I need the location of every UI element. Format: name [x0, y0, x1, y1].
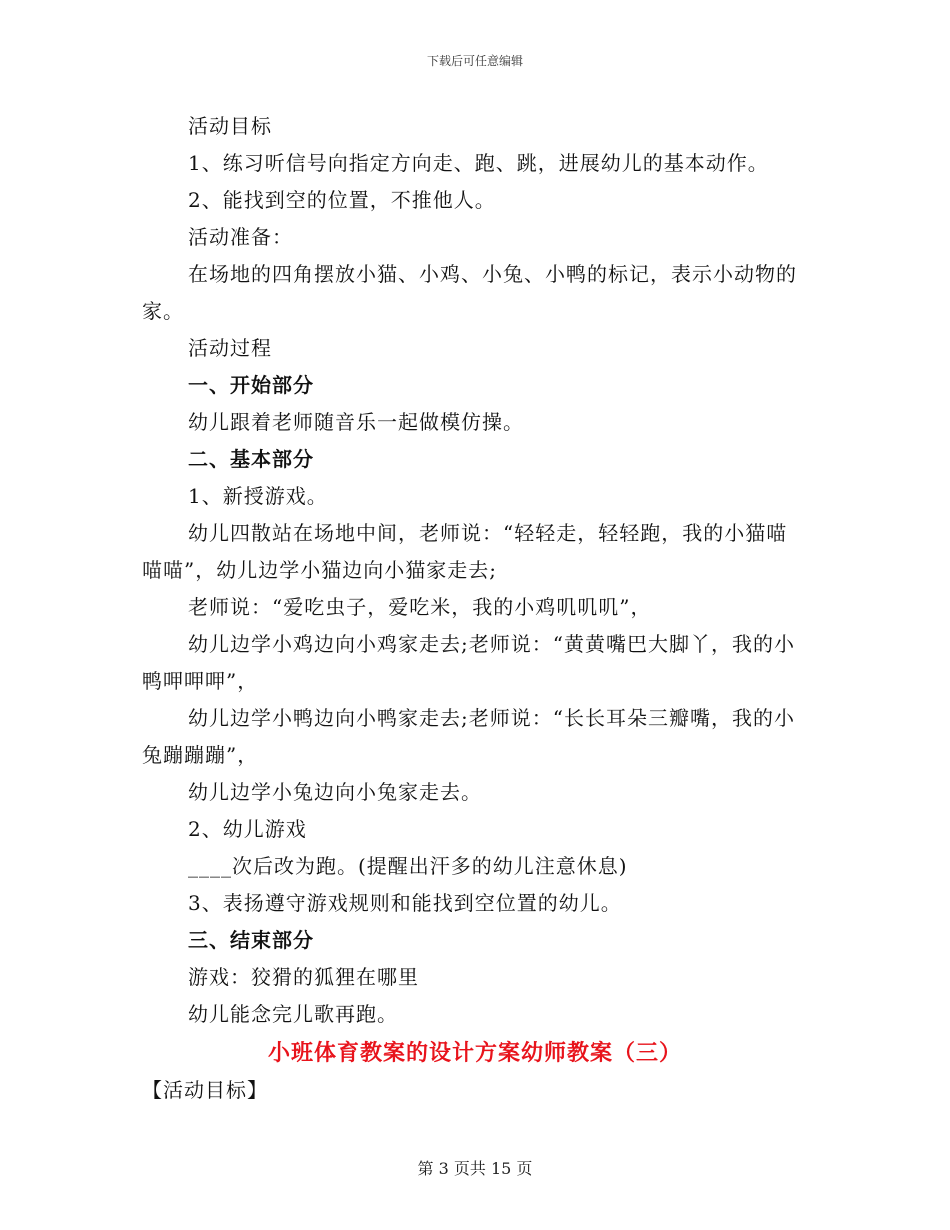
page-footer: 第 3 页共 15 页 [417, 1159, 533, 1178]
section-heading: 二、基本部分 [188, 447, 314, 471]
paragraph: 活动准备： [188, 225, 293, 249]
paragraph: ____次后改为跑。(提醒出汗多的幼儿注意休息) [188, 854, 628, 878]
paragraph: 在场地的四角摆放小猫、小鸡、小兔、小鸭的标记，表示小动物的家。 [142, 262, 797, 323]
paragraph: 游戏：狡猾的狐狸在哪里 [188, 965, 419, 989]
paragraph: 活动过程 [188, 336, 272, 360]
paragraph: 幼儿边学小鸭边向小鸭家走去;老师说：“长长耳朵三瓣嘴，我的小兔蹦蹦蹦”， [142, 706, 795, 767]
paragraph: 1、新授游戏。 [188, 484, 328, 508]
lesson-title: 小班体育教案的设计方案幼师教案（三） [267, 1040, 682, 1066]
paragraph: 2、幼儿游戏 [188, 817, 307, 841]
paragraph: 老师说：“爱吃虫子，爱吃米，我的小鸡叽叽叽”， [188, 595, 652, 619]
document-body [142, 108, 808, 1109]
section-heading: 三、结束部分 [188, 928, 314, 952]
section-heading: 一、开始部分 [188, 373, 314, 397]
paragraph: 幼儿边学小兔边向小兔家走去。 [188, 780, 482, 804]
bracket-heading: 【活动目标】 [142, 1078, 268, 1102]
paragraph: 1、练习听信号向指定方向走、跑、跳，进展幼儿的基本动作。 [188, 151, 769, 175]
paragraph: 活动目标 [188, 114, 272, 138]
paragraph: 幼儿四散站在场地中间，老师说：“轻轻走，轻轻跑，我的小猫喵喵喵”，幼儿边学小猫边向小猫家走去; [142, 521, 788, 582]
page-header: 下载后可任意编辑 [426, 54, 523, 68]
paragraph: 幼儿边学小鸡边向小鸡家走去;老师说：“黄黄嘴巴大脚丫，我的小鸭呷呷呷”， [142, 632, 795, 693]
paragraph: 幼儿能念完儿歌再跑。 [188, 1002, 398, 1026]
paragraph: 幼儿跟着老师随音乐一起做模仿操。 [188, 410, 524, 434]
paragraph: 3、表扬遵守游戏规则和能找到空位置的幼儿。 [188, 891, 622, 915]
paragraph: 2、能找到空的位置，不推他人。 [188, 188, 496, 212]
